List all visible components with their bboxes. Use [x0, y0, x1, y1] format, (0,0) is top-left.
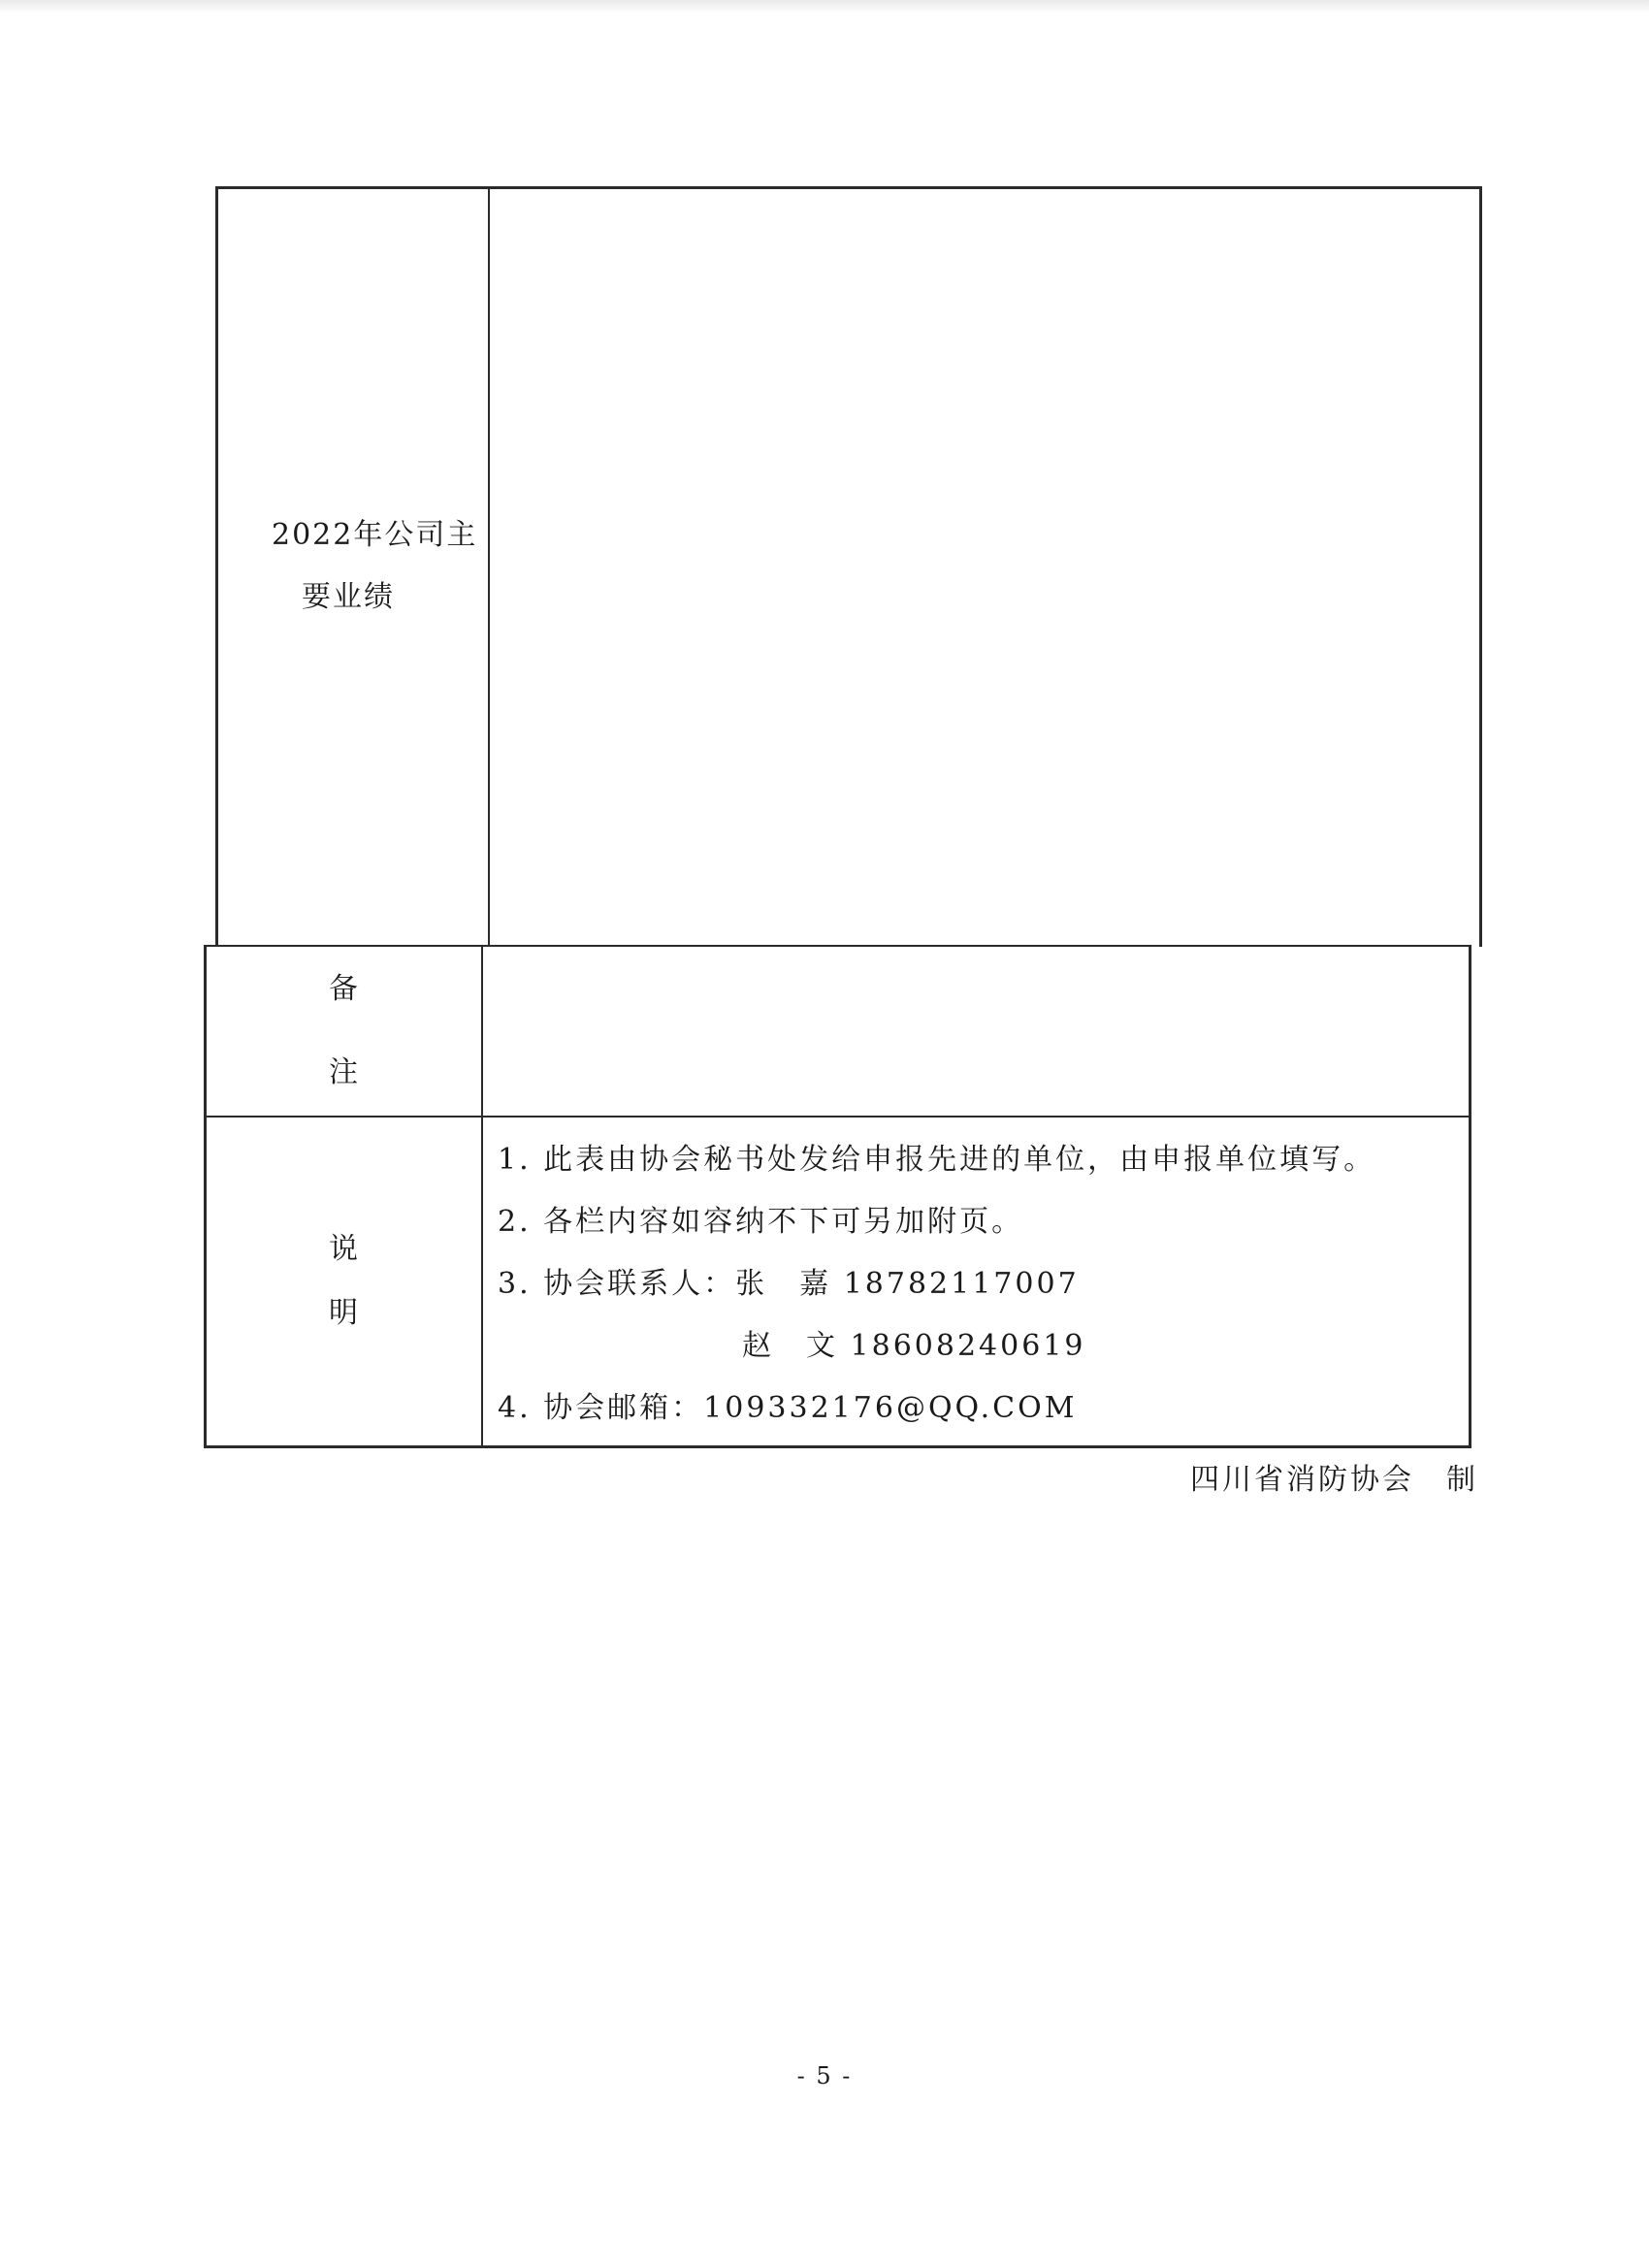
achievements-label-line1: 2022年公司主	[272, 518, 478, 552]
note-item-2: 2. 各栏内容如容纳不下可另加附页。	[498, 1205, 1024, 1239]
table-border-left-lower	[204, 945, 207, 1447]
note-item-1: 1. 此表由协会秘书处发给申报先进的单位，由申报单位填写。	[498, 1143, 1376, 1177]
table-row-divider-remarks	[207, 945, 1471, 947]
remarks-content-cell[interactable]	[484, 948, 1468, 1115]
table-column-divider-upper	[488, 186, 490, 945]
table-border-right-lower	[1469, 945, 1471, 1447]
note-item-3: 3. 协会联系人：张 嘉 18782117007	[498, 1267, 1080, 1301]
achievements-content-cell[interactable]	[491, 189, 1478, 944]
table-column-divider-lower	[481, 945, 483, 1447]
table-row-divider-notes	[206, 1116, 1471, 1118]
table-border-left-upper	[215, 186, 218, 945]
table-border-bottom	[204, 1445, 1471, 1448]
remarks-label-char1: 备	[329, 972, 360, 1006]
note-item-3-contact-2: 赵 文 18608240619	[742, 1329, 1086, 1363]
notes-label-char1: 说	[329, 1232, 360, 1266]
achievements-label-line2: 要业绩	[302, 580, 395, 614]
page-number: - 5 -	[796, 2062, 853, 2090]
table-border-right-upper	[1479, 186, 1482, 947]
issuer-signature-line: 四川省消防协会 制	[1190, 1463, 1478, 1497]
note-item-4: 4. 协会邮箱：109332176@QQ.COM	[498, 1391, 1078, 1425]
notes-label-char2: 明	[329, 1296, 360, 1330]
remarks-label-char2: 注	[329, 1055, 360, 1089]
